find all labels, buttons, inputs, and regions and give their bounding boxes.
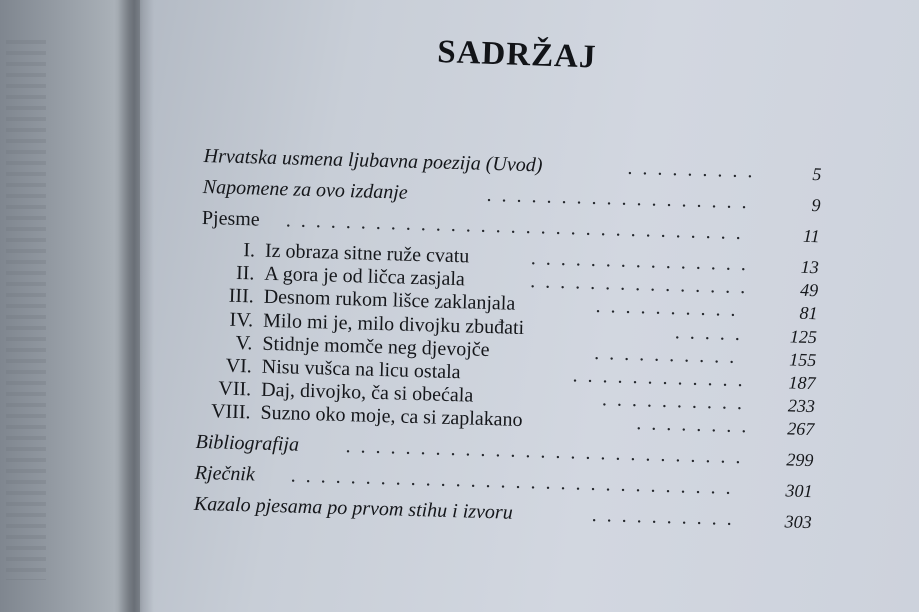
toc-page-number: 303 xyxy=(784,511,812,533)
toc-page-number: 13 xyxy=(800,256,820,278)
toc-entry-title: Napomene za ovo izdanje xyxy=(202,175,409,204)
toc-page-number: 11 xyxy=(802,225,820,247)
toc-leader-dots: ............... xyxy=(530,270,756,299)
left-page-text-shadow xyxy=(6,40,46,580)
toc-leader-dots: ............... xyxy=(530,247,757,276)
toc-leader-dots: ............ xyxy=(572,364,753,392)
toc-leader-dots: ............................... xyxy=(285,209,752,245)
toc-entry-title: Kazalo pjesama po prvom stihu i izvoru xyxy=(193,493,514,525)
table-of-contents xyxy=(194,145,834,534)
left-page xyxy=(0,0,130,612)
toc-chapter-number: II. xyxy=(235,262,255,285)
toc-page-number: 301 xyxy=(785,480,813,502)
toc-leader-dots: ..... xyxy=(674,320,751,345)
toc-leader-dots: ........ xyxy=(636,412,757,438)
toc-chapter-number: I. xyxy=(243,239,256,262)
toc-entry-title: Desnom rukom lišce zaklanjala xyxy=(263,286,516,316)
toc-page-number: 187 xyxy=(788,372,816,394)
toc-page-number: 81 xyxy=(799,303,818,324)
toc-entry-title: Stidnje momče neg djevojče xyxy=(262,332,490,361)
toc-page-number: 155 xyxy=(788,349,817,370)
toc-leader-dots: .......... xyxy=(601,388,753,415)
toc-chapter-number: III. xyxy=(228,285,255,308)
toc-chapter-number: IV. xyxy=(229,308,254,331)
toc-leader-dots: ........................... xyxy=(345,435,751,469)
toc-page-number: 125 xyxy=(789,326,818,347)
toc-leader-dots: .......... xyxy=(591,504,743,531)
toc-entry-title: Daj, divojko, ča si obećala xyxy=(260,378,474,407)
toc-entry-title: Bibliografija xyxy=(195,431,300,457)
toc-page-number: 233 xyxy=(787,395,816,417)
toc-chapter-number: V. xyxy=(235,331,253,355)
page-title: SADRŽAJ xyxy=(436,34,598,76)
toc-entry-title: Rječnik xyxy=(194,462,256,486)
toc-page-number: 9 xyxy=(811,194,821,216)
toc-entry-title: Hrvatska usmena ljubavna poezija (Uvod) xyxy=(203,145,543,177)
toc-page-number: 49 xyxy=(799,279,819,301)
toc-entry-title: Pjesme xyxy=(201,206,261,231)
toc-entry-title: A gora je od ličca zasjala xyxy=(264,262,466,291)
toc-entry-title: Suzno oko moje, ca si zaplakano xyxy=(260,401,523,432)
toc-chapter-number: VI. xyxy=(225,354,253,378)
toc-leader-dots: .............................. xyxy=(290,464,741,500)
toc-page-number: 299 xyxy=(786,449,814,471)
toc-leader-dots: .................. xyxy=(486,183,757,214)
toc-entry-title: Iz obraza sitne ruže cvatu xyxy=(264,239,470,268)
toc-leader-dots: .......... xyxy=(594,341,745,368)
toc-page-number: 5 xyxy=(812,164,822,185)
toc-leader-dots: ......... xyxy=(627,156,763,183)
toc-entry-title: Nisu vušca na licu ostala xyxy=(261,355,461,384)
toc-leader-dots: .......... xyxy=(595,295,746,322)
toc-chapter-number: VII. xyxy=(218,377,252,401)
toc-page-number: 267 xyxy=(787,418,815,440)
book-gutter xyxy=(118,0,154,612)
toc-chapter-number: VIII. xyxy=(210,400,251,424)
toc-entry-title: Milo mi je, milo divojku zbuđati xyxy=(262,309,525,339)
